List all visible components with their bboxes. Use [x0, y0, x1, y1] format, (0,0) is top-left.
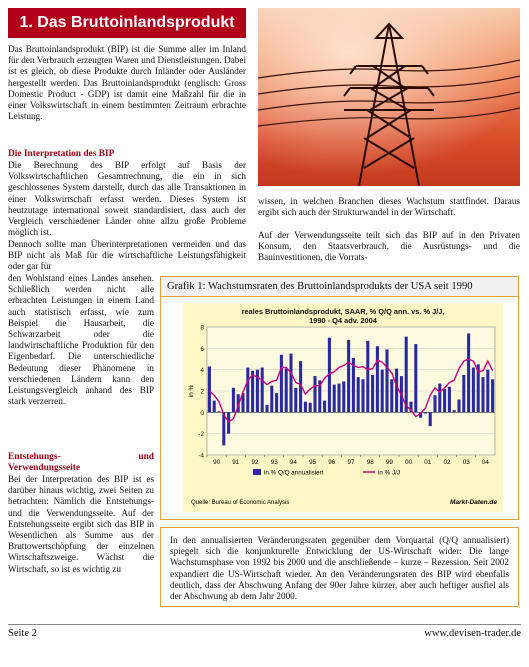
bar: [448, 387, 451, 413]
y-tick-label: 0: [200, 409, 204, 417]
bar: [429, 412, 432, 426]
bar: [323, 401, 326, 413]
chart-brand: Markt-Daten.de: [450, 499, 497, 506]
y-tick-label: -2: [198, 431, 204, 439]
x-tick-label: 98: [366, 459, 374, 466]
bar: [376, 346, 379, 412]
bar: [366, 341, 369, 412]
right-column-paragraph-2: Auf der Verwendungsseite teilt sich das BIP auf in den Privaten Konsum, den Staatsverbrauch, die Ausrüstungs- und die Bauinvestitionen, die Vorrats-: [258, 230, 520, 263]
bar: [457, 400, 460, 413]
x-tick-label: 03: [462, 459, 470, 466]
bar: [467, 333, 470, 412]
interpretation-paragraph: Die Berechnung des BIP erfolgt auf Basis der Volkswirtschaftlichen Gesamtrechnung, die ein in sich geschlossenes System darstellt, durch das alle Transaktionen in einer Volkswirtschaft erfasst werden. Dieses System ist heutzutage international soweit standardisiert, dass auch der Vergleich verschiedener Länder ohne allzu große Probleme möglich ist.: [8, 160, 246, 238]
right-column-paragraph: wissen, in welchen Branchen dieses Wachstum stattfindet. Daraus ergibt sich auch der Strukturwandel in der Wirtschaft.: [258, 196, 520, 218]
x-tick-label: 90: [213, 459, 221, 466]
legend-label-line: in % J/J: [378, 469, 401, 477]
x-tick-label: 91: [232, 459, 240, 466]
x-tick-label: 02: [443, 459, 451, 466]
bar: [424, 412, 427, 413]
section-heading-sides-line2: Verwendungsseite: [8, 463, 81, 473]
y-tick-label: 2: [200, 388, 204, 396]
bar: [213, 401, 216, 413]
legend-swatch-bars: [253, 469, 261, 475]
footer-divider: [8, 624, 521, 625]
bar: [414, 344, 417, 412]
chart-source: Quelle: Bureau of Economic Analysis: [191, 500, 290, 506]
bar: [261, 368, 264, 413]
x-tick-label: 96: [328, 459, 336, 466]
bar: [289, 354, 292, 413]
bar: [232, 388, 235, 413]
bar: [270, 386, 273, 413]
bar: [294, 388, 297, 413]
bar: [390, 379, 393, 412]
power-pylon-photo: [258, 8, 520, 186]
section-heading-sides-line1: Entstehungs- und: [8, 452, 154, 462]
section-heading-interpretation: Die Interpretation des BIP: [8, 149, 115, 159]
bar: [462, 375, 465, 412]
legend-label-bars: in % Q/Q annualisiert: [264, 469, 324, 477]
bar: [381, 370, 384, 413]
bar: [481, 377, 484, 412]
x-tick-label: 04: [481, 459, 489, 466]
footer-page-number: Seite 2: [8, 628, 37, 639]
y-tick-label: 4: [200, 367, 204, 375]
y-axis-label: in %: [188, 384, 195, 398]
page-title: 1. Das Bruttoinlandsprodukt: [8, 8, 246, 38]
bar: [275, 393, 278, 412]
x-tick-label: 00: [405, 459, 413, 466]
chart-subtitle: 1990 - Q4 adv. 2004: [309, 316, 377, 325]
bar: [285, 369, 288, 413]
bar: [433, 395, 436, 412]
bar: [246, 368, 249, 413]
interpretation-paragraph-3: den Wohlstand eines Landes ansehen. Schließlich werden nicht alle erbrachten Leistungen in einem Land auch statistisch erfasst, wie zum Beispiel die Hausarbeit, die Schwarzarbeit oder die landwirtschaftliche Produktion für den Eigenbedarf. Die unterschiedliche Bedeutung dieser Phänomene in verschiedenen Ländern kann den Leistungsvergleich anhand des BIP stark verzerren.: [8, 273, 154, 407]
bar: [313, 376, 316, 412]
bar: [385, 349, 388, 412]
figure-caption: Grafik 1: Wachstumsraten des Bruttoinlandsprodukts der USA seit 1990: [161, 277, 518, 297]
x-tick-label: 95: [309, 459, 317, 466]
bar: [371, 375, 374, 412]
bar: [472, 368, 475, 413]
chart-panel: [183, 303, 503, 512]
y-tick-label: -4: [198, 452, 204, 460]
chart-title: reales Bruttoinlandsprodukt, SAAR, % Q/Q ann. vs. % J/J,: [241, 307, 445, 316]
bar: [443, 389, 446, 412]
chart-svg: [183, 303, 503, 512]
bar: [361, 379, 364, 412]
y-tick-label: 8: [200, 324, 204, 332]
bar: [208, 366, 211, 412]
x-tick-label: 94: [289, 459, 297, 466]
footer-website: www.devisen-trader.de: [424, 628, 521, 639]
x-tick-label: 99: [385, 459, 393, 466]
interpretation-paragraph-2: Dennoch sollte man Überinterpretationen vermeiden und das BIP nicht als Maß für die wirtschaftliche Leistungsfähigkeit oder gar für: [8, 239, 246, 272]
bar: [265, 405, 268, 412]
bar: [227, 412, 230, 433]
gdp-chart-figure: [160, 276, 519, 520]
bar: [405, 337, 408, 413]
sides-paragraph: Bei der Interpretation des BIP ist es darüber hinaus wichtig, zwei Seiten zu betrachten: Nämlich die Entstehungs- und die Verwendungsseite. Auf der Entstehungsseite ergibt sich das BIP in Wesentlichen als Summe aus der Bruttowertschöpfung der einzelnen Wirtschaftszweige. Wächst die Wirtschaft, so ist es wichtig zu: [8, 474, 154, 574]
x-tick-label: 01: [424, 459, 432, 466]
y-tick-label: 6: [200, 345, 204, 353]
bar: [491, 379, 494, 412]
bar: [395, 369, 398, 413]
x-tick-label: 97: [347, 459, 355, 466]
bar: [357, 377, 360, 412]
bar: [453, 410, 456, 412]
bar: [337, 384, 340, 413]
bar: [486, 370, 489, 413]
x-tick-label: 93: [270, 459, 278, 466]
chart-note-text: In den annualisierten Veränderungsraten gegenüber dem Vorquartal (Q/Q annualisiert) spiegelt sich die konjunkturelle Entwicklung der US-Wirtschaft wider: Die lange Wachstumsphase von 1992 bis 2000 und die anschließende – kurze – Rezession. Seit 2002 expandiert die US-Wirtschaft wieder. An den Veränderungsraten des BIP wird ebenfalls deutlich, dass der Abschwung Anfang der 90er Jahre kürzer, aber auch heftiger ausfiel als der Abschwung ab dem Jahr 2000.: [170, 535, 509, 602]
bar: [217, 411, 220, 412]
bar: [342, 381, 345, 412]
bar: [438, 384, 441, 413]
bar: [304, 402, 307, 413]
bar: [309, 403, 312, 413]
chart-note-box: [160, 527, 519, 607]
bar: [280, 355, 283, 413]
bar: [347, 340, 350, 413]
x-tick-label: 92: [251, 459, 259, 466]
bar: [333, 385, 336, 413]
intro-paragraph: Das Bruttoinlandsprodukt (BIP) ist die Summe aller im Inland für den Verbrauch erzeugten Waren und Dienstleistungen. Dabei ist es gleich, ob diese Produkte durch Inländer oder Ausländer hergestellt werden. Das Bruttoinlandsprodukt (englisch: Gross Domestic Product - GDP) ist damit eine Maßzahl für die in einer Volkswirtschaft in einem bestimmten Zeitraum erbrachte Leistung.: [8, 44, 246, 122]
